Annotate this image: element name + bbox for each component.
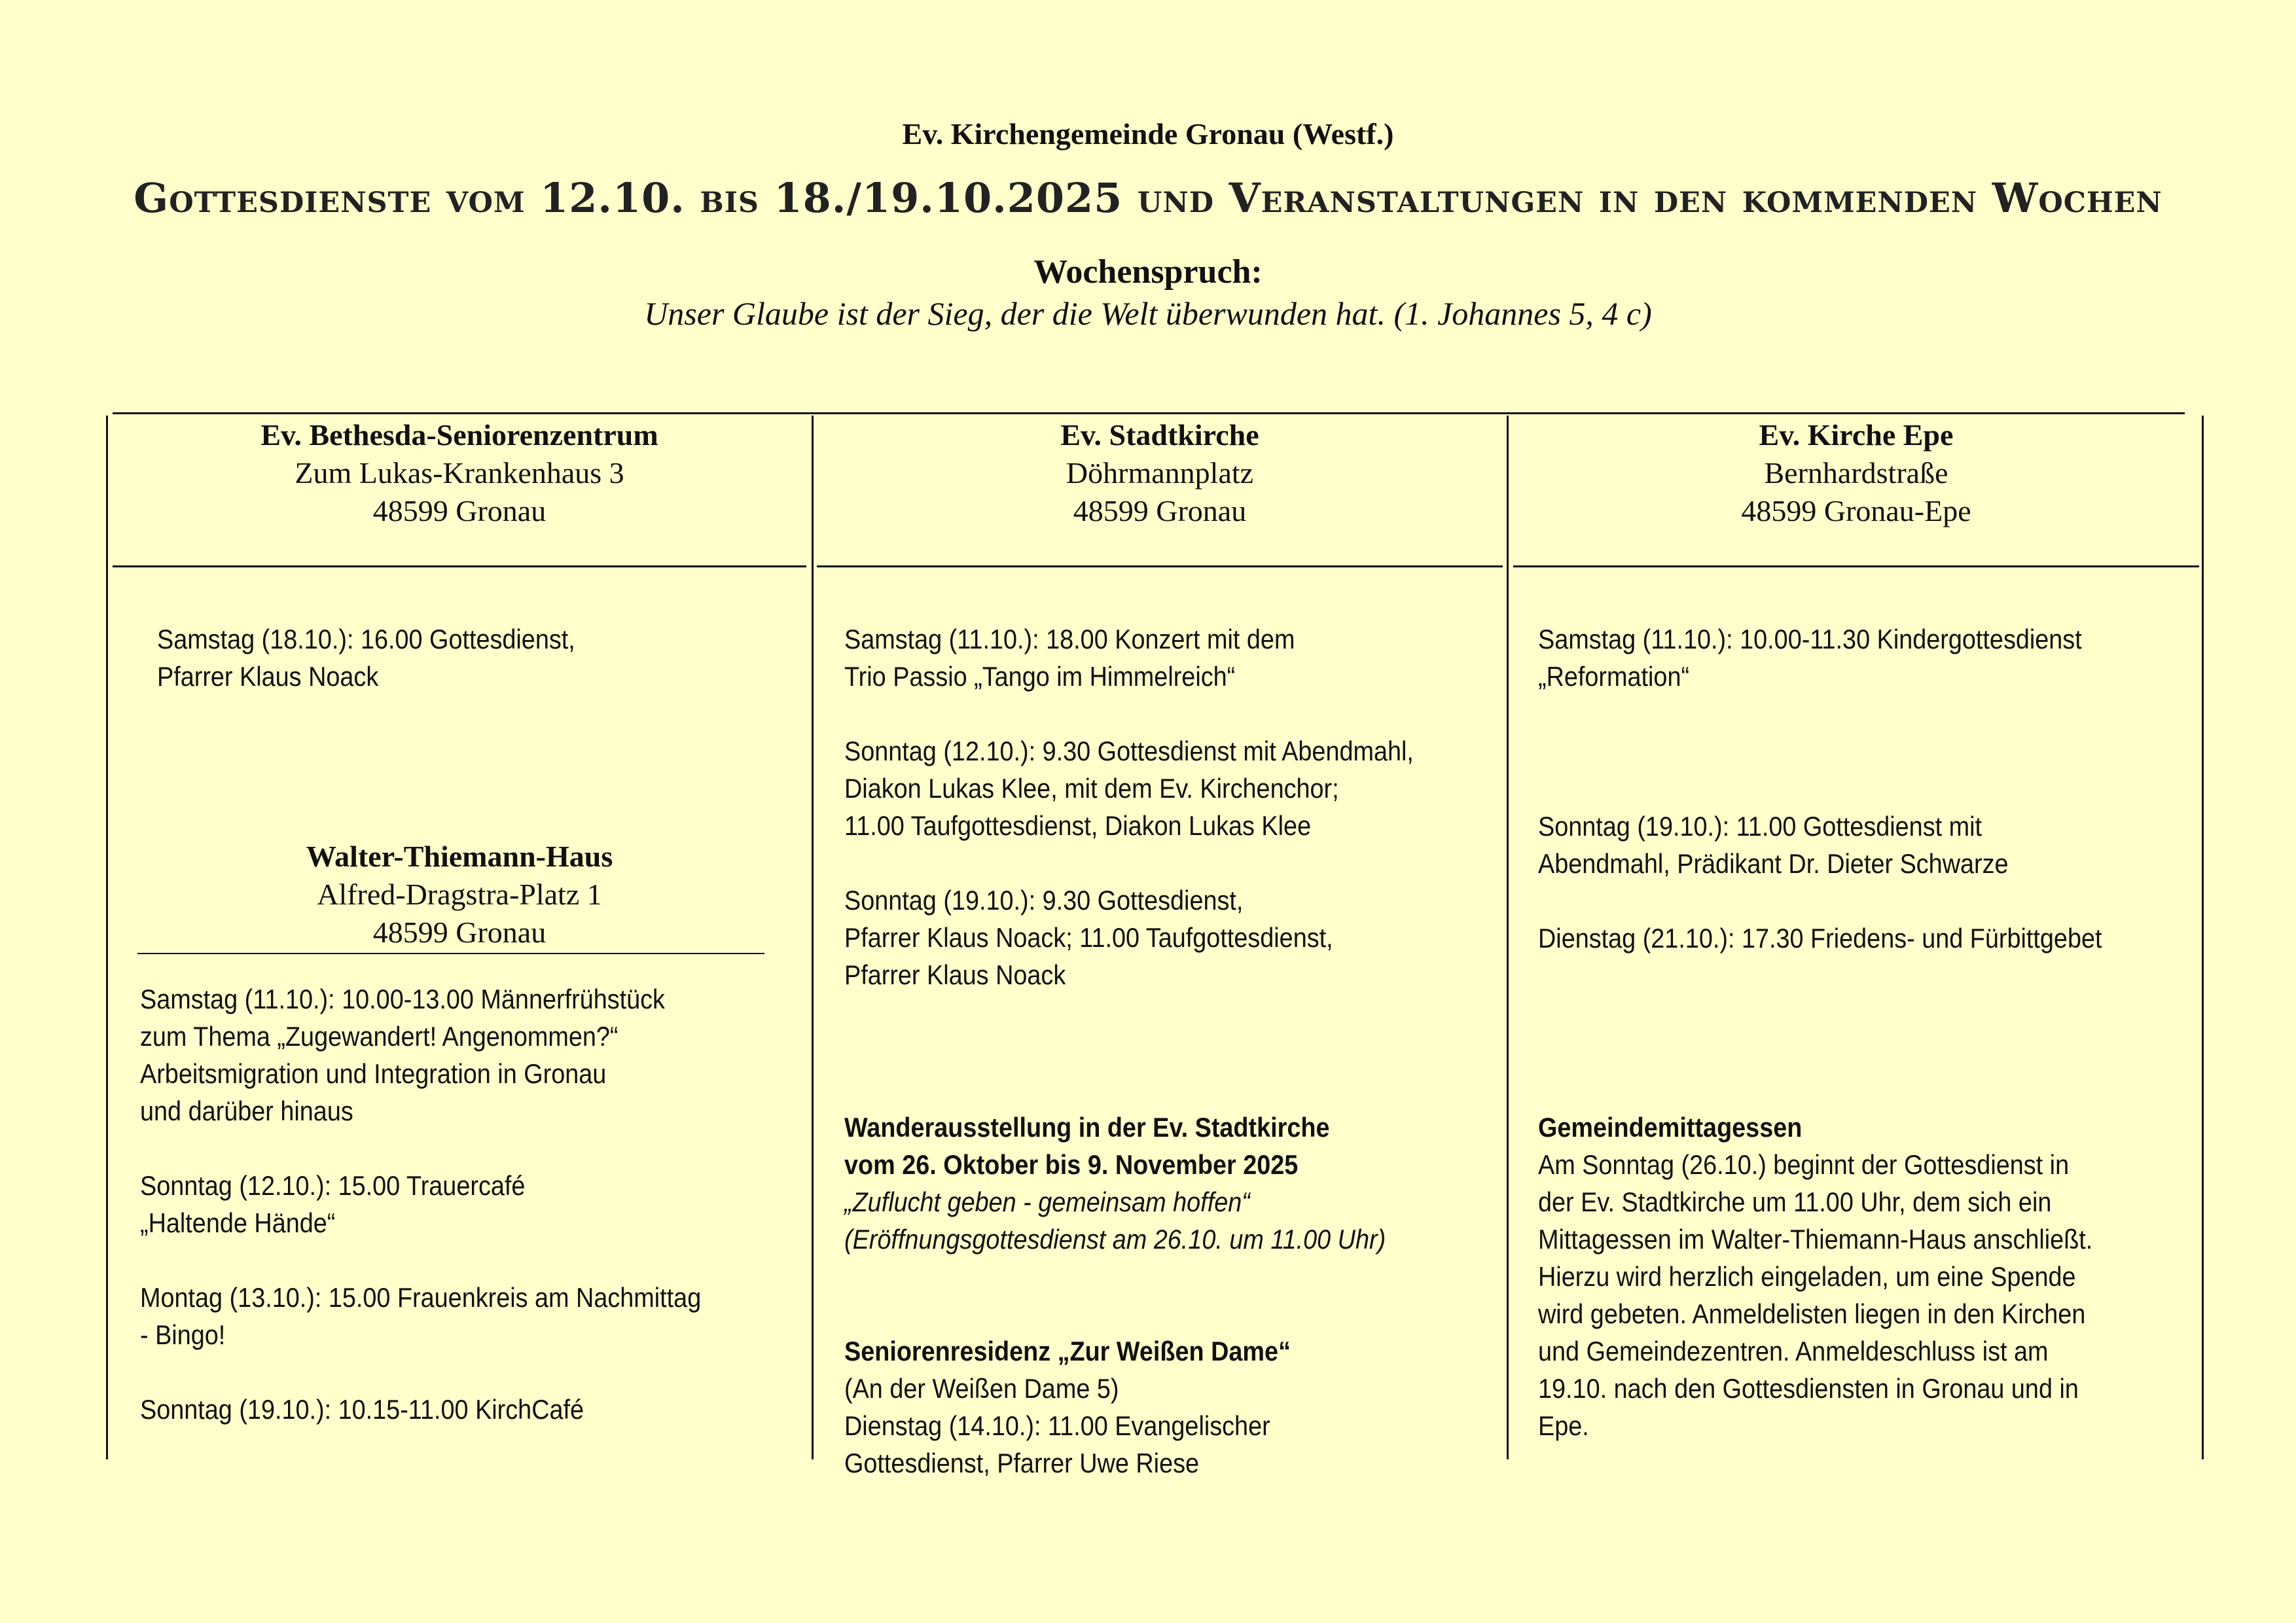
lunch-line: Mittagessen im Walter-Thiemann-Haus anschließt. xyxy=(1538,1224,2093,1255)
event-spacer xyxy=(140,1241,701,1279)
residence-line: Gottesdienst, Pfarrer Uwe Riese xyxy=(844,1448,1200,1478)
events-walter-thiemann-haus xyxy=(140,980,701,1428)
column-divider-left xyxy=(106,416,108,1459)
parish-name: Ev. Kirchengemeinde Gronau (Westf.) xyxy=(902,117,1394,151)
location-walter-thiemann-haus xyxy=(113,838,806,952)
event-spacer xyxy=(140,1353,701,1391)
verse-heading: Wochenspruch: xyxy=(1033,253,1263,291)
event-line: Samstag (11.10.): 10.00-13.00 Männerfrühstück xyxy=(140,984,665,1014)
residence-notice xyxy=(844,1332,1291,1482)
location-city: 48599 Gronau xyxy=(1073,494,1247,527)
page-title: Gottesdienste vom 12.10. bis 18./19.10.2025 und Veranstaltungen in den kommenden Wochen xyxy=(134,174,2162,222)
exhibition-dates: vom 26. Oktober bis 9. November 2025 xyxy=(844,1149,1299,1180)
table-top-rule xyxy=(113,412,2185,414)
event-spacer xyxy=(140,1130,701,1167)
exhibition-notice xyxy=(844,1109,1386,1258)
event-line: „Reformation“ xyxy=(1538,661,1690,692)
location-street: Zum Lukas-Krankenhaus 3 xyxy=(295,456,624,490)
event-spacer xyxy=(844,695,1414,732)
event-line: „Haltende Hände“ xyxy=(140,1207,336,1238)
location-name: Ev. Bethesda-Seniorenzentrum xyxy=(260,418,658,452)
column-divider-2 xyxy=(1507,416,1509,1459)
lunch-notice xyxy=(1538,1109,2092,1444)
event-line: Pfarrer Klaus Noack; 11.00 Taufgottesdienst, xyxy=(844,922,1333,953)
event-line: Sonntag (12.10.): 15.00 Trauercafé xyxy=(140,1170,526,1201)
event-line: und darüber hinaus xyxy=(140,1096,353,1126)
lunch-line: Hierzu wird herzlich eingeladen, um eine Spende xyxy=(1538,1261,2076,1292)
residence-line: (An der Weißen Dame 5) xyxy=(844,1373,1119,1404)
events-epe-2 xyxy=(1538,808,2102,957)
header-rule-col2 xyxy=(817,565,1503,567)
event-line: Sonntag (12.10.): 9.30 Gottesdienst mit Abendmahl, xyxy=(844,736,1414,766)
header-rule-col3 xyxy=(1513,565,2199,567)
exhibition-opening: (Eröffnungsgottesdienst am 26.10. um 11.00 Uhr) xyxy=(844,1224,1386,1255)
event-line: Dienstag (21.10.): 17.30 Friedens- und Fürbittgebet xyxy=(1538,923,2102,954)
event-line: zum Thema „Zugewandert! Angenommen?“ xyxy=(140,1021,619,1052)
column-divider-1 xyxy=(812,416,814,1459)
event-line: Arbeitsmigration und Integration in Gronau xyxy=(140,1058,607,1089)
lunch-line: und Gemeindezentren. Anmeldeschluss ist am xyxy=(1538,1336,2049,1366)
event-line: Sonntag (19.10.): 11.00 Gottesdienst mit xyxy=(1538,811,1982,842)
exhibition-heading: Wanderausstellung in der Ev. Stadtkirche xyxy=(844,1112,1330,1143)
verse-text: Unser Glaube ist der Sieg, der die Welt überwunden hat. (1. Johannes 5, 4 c) xyxy=(644,295,1652,332)
event-line: Sonntag (19.10.): 9.30 Gottesdienst, xyxy=(844,885,1244,916)
location-bethesda xyxy=(113,416,806,530)
events-bethesda xyxy=(157,620,575,695)
sub-location-rule xyxy=(137,953,764,954)
lunch-line: Epe. xyxy=(1538,1410,1589,1441)
location-street: Alfred-Dragstra-Platz 1 xyxy=(317,878,602,911)
events-epe xyxy=(1538,620,2082,695)
event-line: 11.00 Taufgottesdienst, Diakon Lukas Klee xyxy=(844,810,1312,841)
event-line: Samstag (18.10.): 16.00 Gottesdienst, xyxy=(157,624,575,654)
event-spacer xyxy=(844,844,1414,882)
location-street: Bernhardstraße xyxy=(1764,456,1948,490)
lunch-line: der Ev. Stadtkirche um 11.00 Uhr, dem sich ein xyxy=(1538,1186,2052,1217)
event-line: Samstag (11.10.): 18.00 Konzert mit dem xyxy=(844,624,1295,654)
event-line: Samstag (11.10.): 10.00-11.30 Kindergottesdienst xyxy=(1538,624,2082,654)
location-street: Döhrmannplatz xyxy=(1066,456,1254,490)
location-name: Walter-Thiemann-Haus xyxy=(306,840,613,873)
location-name: Ev. Stadtkirche xyxy=(1060,418,1259,452)
column-divider-right xyxy=(2202,416,2204,1459)
location-stadtkirche xyxy=(817,416,1503,530)
events-stadtkirche xyxy=(844,620,1414,993)
event-line: Pfarrer Klaus Noack xyxy=(157,661,379,692)
event-line: Sonntag (19.10.): 10.15-11.00 KirchCafé xyxy=(140,1394,584,1425)
lunch-line: 19.10. nach den Gottesdiensten in Gronau und in xyxy=(1538,1373,2079,1404)
location-epe xyxy=(1513,416,2199,530)
event-line: Pfarrer Klaus Noack xyxy=(844,959,1066,990)
event-line: Abendmahl, Prädikant Dr. Dieter Schwarze xyxy=(1538,848,2009,879)
location-city: 48599 Gronau xyxy=(372,494,547,527)
lunch-heading: Gemeindemittagessen xyxy=(1538,1112,1803,1143)
event-spacer xyxy=(1538,882,2102,919)
location-city: 48599 Gronau xyxy=(372,916,547,949)
event-line: Trio Passio „Tango im Himmelreich“ xyxy=(844,661,1236,692)
location-name: Ev. Kirche Epe xyxy=(1759,418,1954,452)
exhibition-subtitle: „Zuflucht geben - gemeinsam hoffen“ xyxy=(844,1186,1250,1217)
header-rule-col1 xyxy=(113,565,806,567)
lunch-line: wird gebeten. Anmeldelisten liegen in den Kirchen xyxy=(1538,1298,2086,1329)
location-city: 48599 Gronau-Epe xyxy=(1741,494,1971,527)
lunch-line: Am Sonntag (26.10.) beginnt der Gottesdienst in xyxy=(1538,1149,2070,1180)
event-line: Montag (13.10.): 15.00 Frauenkreis am Nachmittag xyxy=(140,1282,702,1313)
event-line: Diakon Lukas Klee, mit dem Ev. Kirchenchor; xyxy=(844,773,1339,804)
residence-heading: Seniorenresidenz „Zur Weißen Dame“ xyxy=(844,1336,1291,1366)
event-line: - Bingo! xyxy=(140,1319,226,1350)
residence-line: Dienstag (14.10.): 11.00 Evangelischer xyxy=(844,1410,1270,1441)
